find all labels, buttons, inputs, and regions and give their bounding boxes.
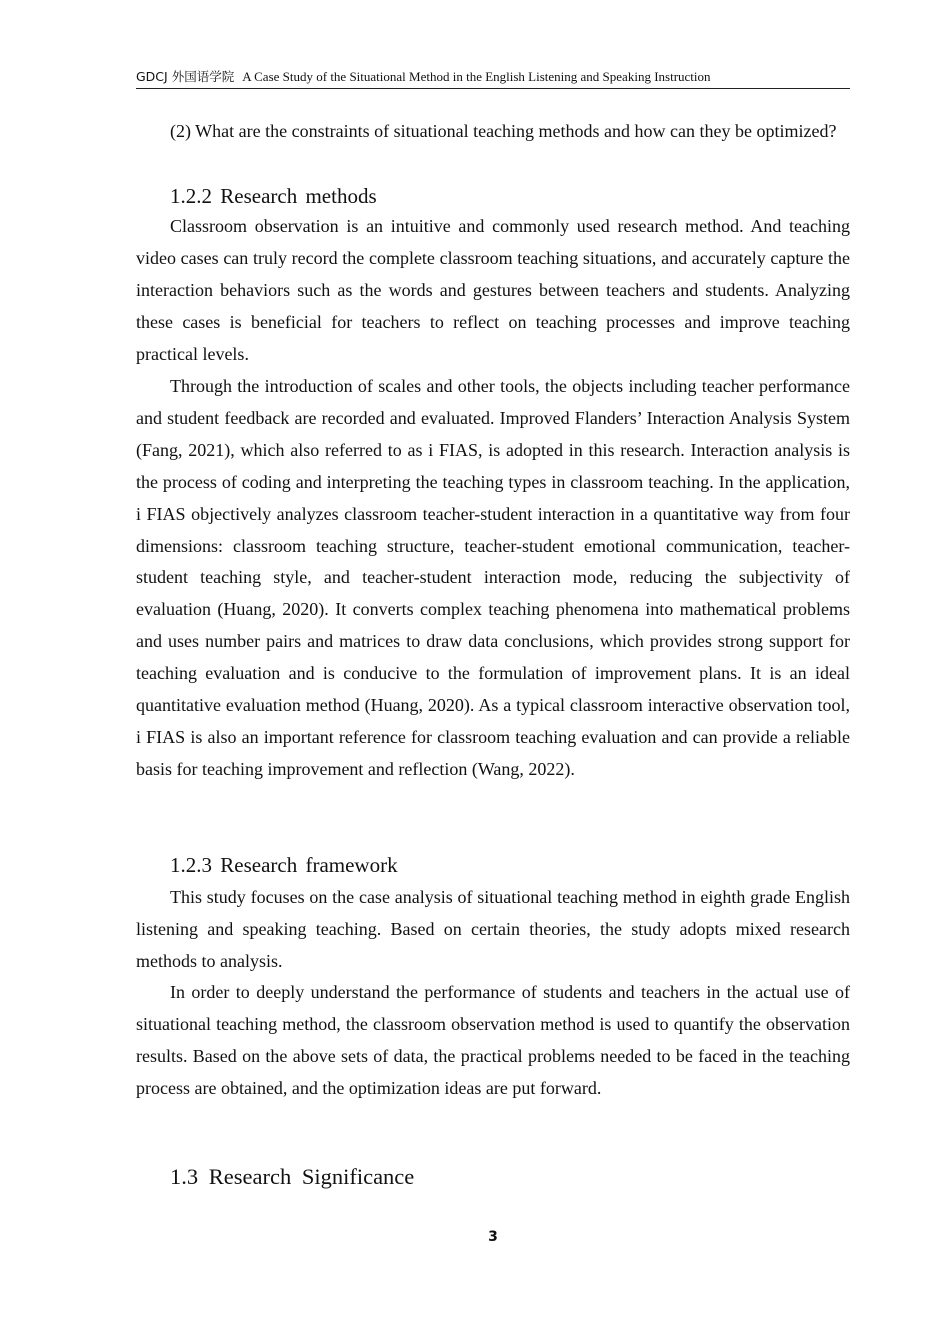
section-heading-research-methods: 1.2.2 Research methods <box>170 184 377 208</box>
section-heading-research-significance: 1.3 Research Significance <box>170 1164 415 1189</box>
running-header <box>136 68 850 89</box>
methods-paragraph-2: Through the introduction of scales and other tools, the objects including teacher performance and student feedback are recorded and evaluated. Improved Flanders’ Interaction Analysis System (Fang, 2021), which also referred to as i FIAS, is adopted in this research. Interaction analysis is the process of coding and interpreting the teaching types in classroom teaching. In the application, i FIAS objectively analyzes classroom teacher-student interaction in a quantitative way from four dimensions: classroom teaching structure, teacher-student emotional communication, teacher-student teaching style, and teacher-student interaction mode, reducing the subjectivity of evaluation (Huang, 2020). It converts complex teaching phenomena into mathematical problems and uses number pairs and matrices to draw data conclusions, which provides strong support for teaching evaluation and is conducive to the formulation of improvement plans. It is an ideal quantitative evaluation method (Huang, 2020). As a typical classroom interactive observation tool, i FIAS is also an important reference for classroom teaching evaluation and can provide a reliable basis for teaching improvement and reflection (Wang, 2022). <box>136 376 850 779</box>
header-thesis-title: A Case Study of the Situational Method in the English Listening and Speaking Instruction <box>242 69 711 84</box>
page-number: 3 <box>488 1229 498 1245</box>
section-heading-research-framework: 1.2.3 Research framework <box>170 853 398 877</box>
framework-paragraph-1: This study focuses on the case analysis of situational teaching method in eighth grade English listening and speaking teaching. Based on certain theories, the study adopts mixed research methods to analysis. <box>136 887 850 971</box>
methods-paragraph-1: Classroom observation is an intuitive and commonly used research method. And teaching video cases can truly record the complete classroom teaching situations, and accurately capture the interaction behaviors such as the words and gestures between teachers and students. Analyzing these cases is beneficial for teachers to reflect on teaching processes and improve teaching practical levels. <box>136 216 850 364</box>
header-school-name: GDCJ 外国语学院 <box>136 69 235 84</box>
research-question-2: (2) What are the constraints of situational teaching methods and how can they be optimized? <box>170 121 837 141</box>
framework-paragraph-2: In order to deeply understand the performance of students and teachers in the actual use of situational teaching method, the classroom observation method is used to quantify the observation results. Based on the above sets of data, the practical problems needed to be faced in the teaching process are obtained, and the optimization ideas are put forward. <box>136 982 850 1098</box>
